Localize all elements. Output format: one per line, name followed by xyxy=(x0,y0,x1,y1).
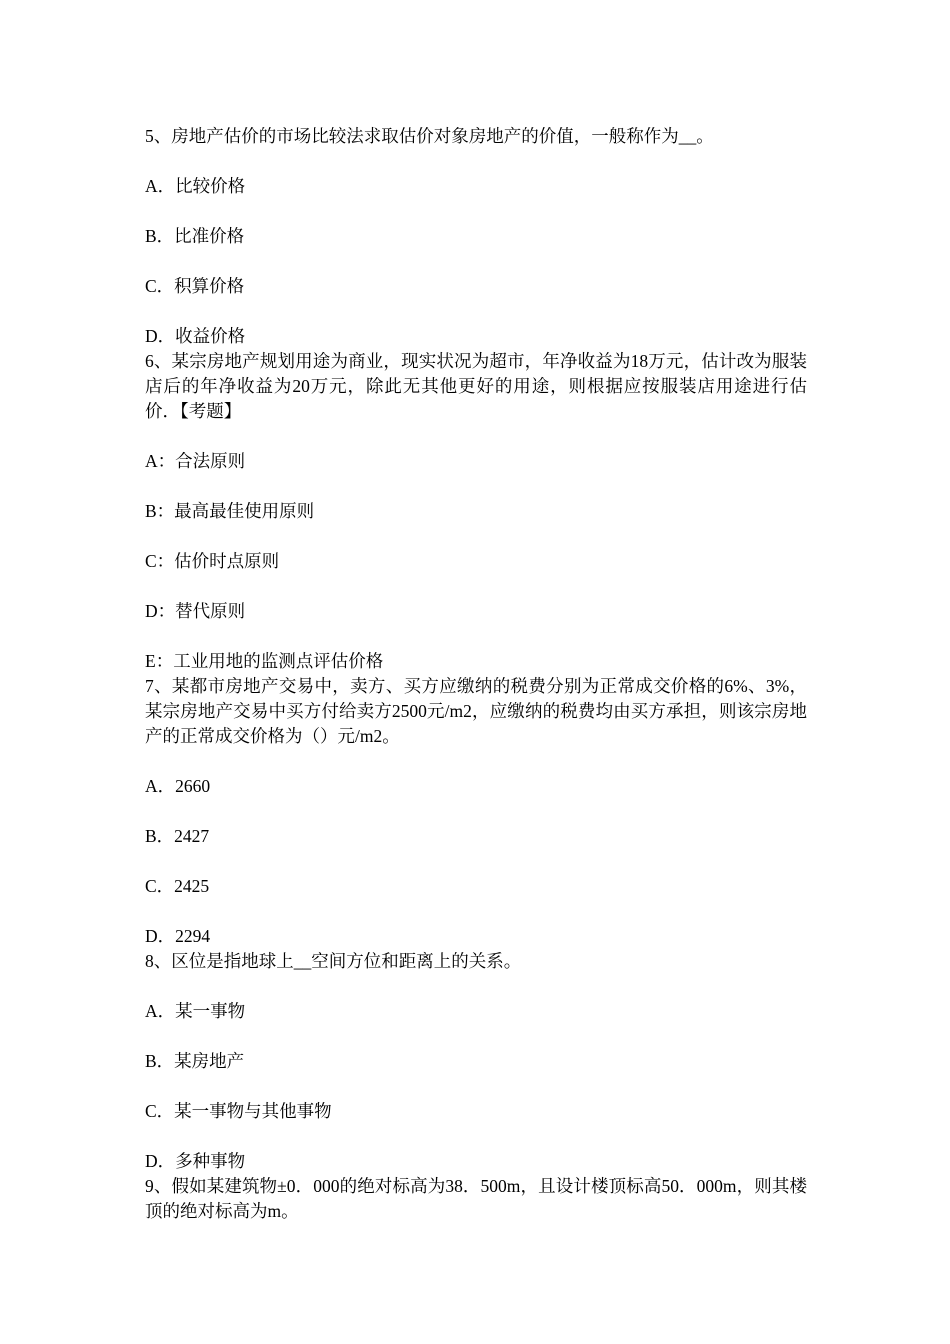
option-b: B．比准价格 xyxy=(145,226,245,246)
question-7 xyxy=(145,674,807,949)
question-stem: 9、假如某建筑物±0．000的绝对标高为38．500m，且设计楼顶标高50．000m，则其楼顶的绝对标高为m。 xyxy=(145,1176,807,1221)
question-8 xyxy=(145,949,807,1174)
option-a: A：合法原则 xyxy=(145,451,246,471)
option-a: A．某一事物 xyxy=(145,1001,246,1021)
option-b: B．某房地产 xyxy=(145,1051,245,1071)
question-stem: 5、房地产估价的市场比较法求取估价对象房地产的价值，一般称作为__。 xyxy=(145,126,714,146)
question-6 xyxy=(145,349,807,674)
option-b: B．2427 xyxy=(145,826,210,846)
option-d: D．多种事物 xyxy=(145,1151,246,1171)
option-d: D．收益价格 xyxy=(145,326,246,346)
question-5 xyxy=(145,124,807,349)
question-stem: 8、区位是指地球上__空间方位和距离上的关系。 xyxy=(145,951,522,971)
option-a: A．比较价格 xyxy=(145,176,246,196)
question-stem: 6、某宗房地产规划用途为商业，现实状况为超市，年净收益为18万元，估计改为服装店后的年净收益为20万元，除此无其他更好的用途，则根据应按服装店用途进行估价．【考题】 xyxy=(145,351,807,421)
option-c: C．某一事物与其他事物 xyxy=(145,1101,332,1121)
option-d: D：替代原则 xyxy=(145,601,246,621)
option-c: C．积算价格 xyxy=(145,276,245,296)
option-e: E：工业用地的监测点评估价格 xyxy=(145,651,384,671)
option-c: C．2425 xyxy=(145,876,210,896)
document-body xyxy=(145,124,807,1224)
option-b: B：最高最佳使用原则 xyxy=(145,501,315,521)
question-9 xyxy=(145,1174,807,1224)
option-d: D．2294 xyxy=(145,926,211,946)
option-a: A．2660 xyxy=(145,776,211,796)
option-c: C：估价时点原则 xyxy=(145,551,280,571)
question-stem: 7、某都市房地产交易中，卖方、买方应缴纳的税费分别为正常成交价格的6%、3%，某宗房地产交易中买方付给卖方2500元/m2，应缴纳的税费均由买方承担，则该宗房地产的正常成交价格为（）元/m2。 xyxy=(145,676,807,746)
